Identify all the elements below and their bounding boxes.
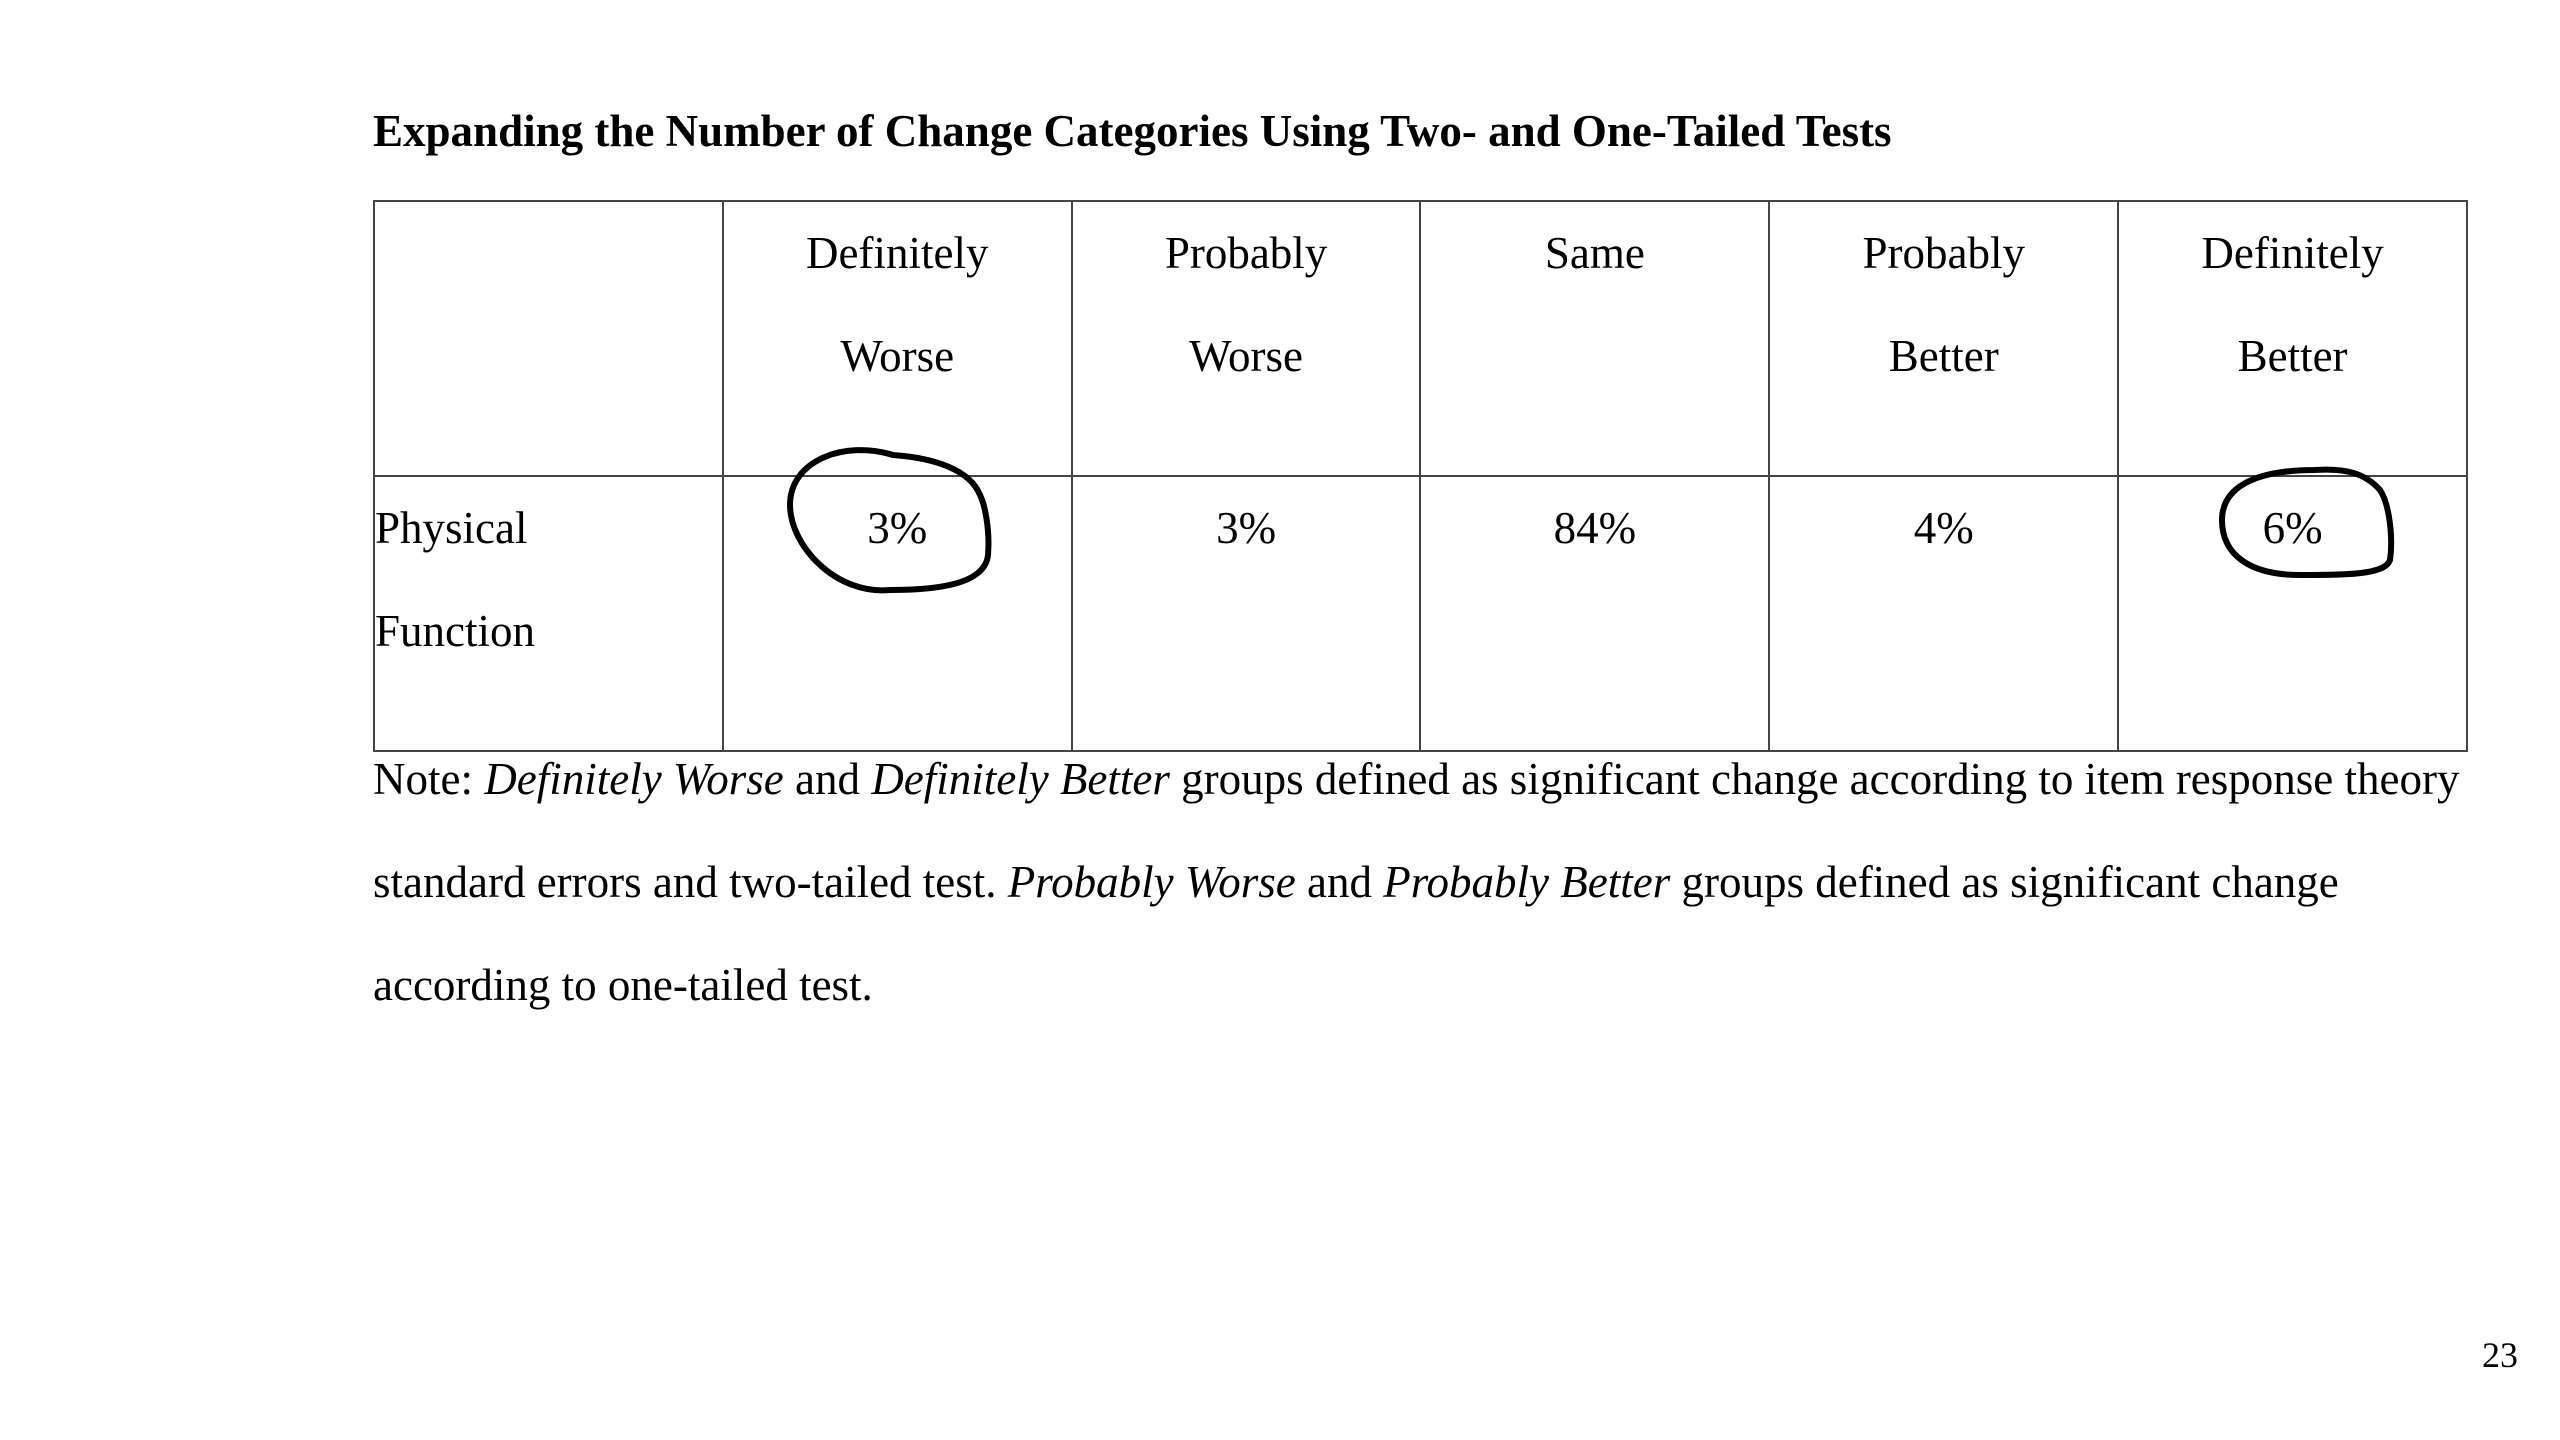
page-number: 23 (2482, 1335, 2518, 1375)
note-italic-definitely-worse: Definitely Worse (484, 754, 784, 804)
value-cell-definitely-worse (723, 476, 1072, 751)
header-empty-cell (374, 201, 723, 476)
column-header-definitely-worse (723, 201, 1072, 476)
table-row (374, 476, 2467, 751)
column-header-same (1420, 201, 1769, 476)
column-header-line1: Same (1544, 228, 1645, 278)
cell-value: 6% (2262, 503, 2323, 553)
column-header-line1: Definitely (2201, 228, 2384, 278)
note-text: and (783, 754, 872, 804)
note-text: and (1295, 857, 1384, 907)
cell-value: 3% (1216, 503, 1277, 553)
column-header-probably-better (1769, 201, 2118, 476)
value-cell-same (1420, 476, 1769, 751)
table-note (373, 728, 2473, 1037)
note-italic-definitely-better: Definitely Better (871, 754, 1170, 804)
column-header-line2: Worse (1189, 331, 1303, 381)
column-header-line2: Better (1888, 331, 1999, 381)
note-text: groups defined as significant change according to one-tailed test. (373, 857, 2339, 1010)
cell-value: 4% (1913, 503, 1974, 553)
column-header-probably-worse (1072, 201, 1421, 476)
row-header-line2: Function (375, 606, 536, 656)
change-categories-table (373, 200, 2468, 752)
value-cell-definitely-better (2118, 476, 2467, 751)
value-cell-probably-better (1769, 476, 2118, 751)
page-title: Expanding the Number of Change Categories Using Two- and One-Tailed Tests (373, 106, 1892, 156)
column-header-line2: Worse (840, 331, 955, 381)
note-text: groups defined as significant change according to item response theory standard errors and two-tailed test. (373, 754, 2460, 907)
note-italic-probably-better: Probably Better (1383, 857, 1671, 907)
row-header-physical-function (374, 476, 723, 751)
note-italic-probably-worse: Probably Worse (1007, 857, 1296, 907)
row-header-line1: Physical (375, 503, 528, 553)
cell-value: 3% (867, 503, 928, 553)
value-cell-probably-worse (1072, 476, 1421, 751)
column-header-line2: Better (2237, 331, 2348, 381)
column-header-line1: Probably (1862, 228, 2025, 278)
note-lead: Note: (373, 754, 485, 804)
table-header-row (374, 201, 2467, 476)
column-header-definitely-better (2118, 201, 2467, 476)
cell-value: 84% (1553, 503, 1637, 553)
column-header-line1: Probably (1164, 228, 1328, 278)
column-header-line1: Definitely (806, 228, 989, 278)
